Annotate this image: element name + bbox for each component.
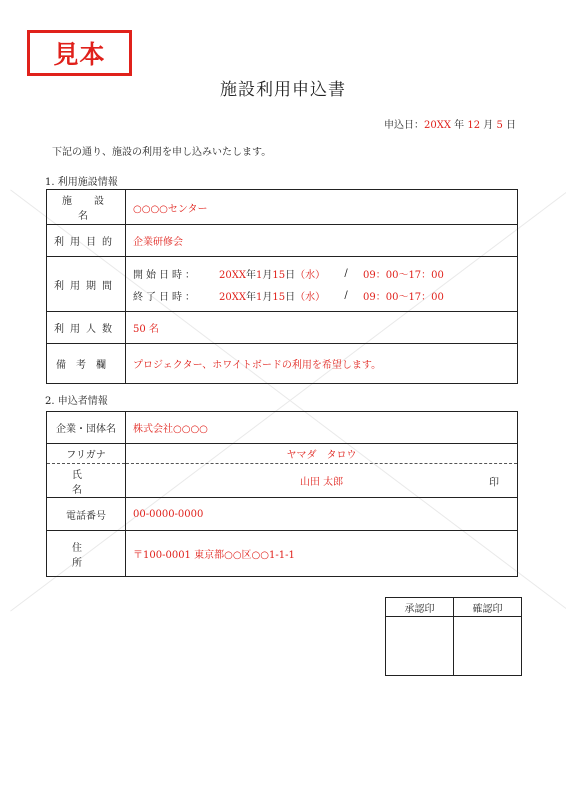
purpose-row [47, 225, 518, 257]
phone-value[interactable]: 00-0000-0000 [126, 498, 518, 531]
name-row [47, 464, 518, 498]
facility-section-heading: 1. 利用施設情報 [45, 177, 118, 188]
approval-table [385, 597, 522, 676]
date-year: 20XX [423, 120, 451, 131]
approval-header-row [386, 598, 522, 617]
date-month-unit: 月 [483, 120, 494, 131]
period-value[interactable] [126, 257, 518, 312]
facility-row [47, 190, 518, 225]
approval-stamp-row [386, 617, 522, 676]
period-label: 利用期間 [47, 257, 126, 312]
approval-stamp-box[interactable] [386, 617, 454, 676]
start-day: 15 [272, 269, 286, 281]
page-title: 施設利用申込書 [220, 80, 346, 100]
start-date [219, 266, 337, 281]
start-year-unit: 年 [245, 269, 256, 281]
furigana-value[interactable]: ヤマダ タロウ [126, 444, 518, 464]
remarks-value[interactable]: プロジェクター、ホワイトボードの利用を希望します。 [126, 344, 518, 384]
approval-col-label: 承認印 [386, 598, 454, 617]
name-value: 山田 太郎 [299, 477, 344, 488]
period-row [47, 257, 518, 312]
start-day-unit: 日 [285, 269, 296, 281]
seal-mark: 印 [489, 477, 499, 488]
purpose-label: 利用目的 [47, 225, 126, 257]
end-year: 20XX [219, 291, 246, 303]
end-month-unit: 月 [262, 291, 273, 303]
end-time: 09：00〜17：00 [363, 291, 444, 303]
end-datetime [133, 284, 510, 306]
applicant-section-heading: 2. 申込者情報 [45, 396, 108, 407]
phone-label: 電話番号 [47, 498, 126, 531]
furigana-label: フリガナ [47, 444, 126, 464]
purpose-value[interactable]: 企業研修会 [126, 225, 518, 257]
start-weekday: （水） [295, 269, 326, 281]
sample-stamp: 見本 [27, 30, 132, 76]
people-value[interactable]: 50 名 [126, 312, 518, 344]
start-year: 20XX [219, 269, 246, 281]
end-separator: / [344, 289, 348, 301]
application-date [384, 116, 516, 131]
remarks-row [47, 344, 518, 384]
date-label: 申込日： [383, 120, 424, 131]
facility-table [46, 189, 518, 384]
facility-label: 施 設 名 [47, 190, 126, 225]
people-label: 利用人数 [47, 312, 126, 344]
facility-value[interactable]: ○○○○センター [126, 190, 518, 225]
end-day-unit: 日 [285, 291, 296, 303]
date-day-unit: 日 [506, 120, 516, 131]
remarks-label: 備考欄 [47, 344, 126, 384]
end-label: 終了日時： [133, 291, 198, 303]
confirm-col-label: 確認印 [454, 598, 522, 617]
people-row [47, 312, 518, 344]
date-year-unit: 年 [454, 120, 465, 131]
start-month-unit: 月 [262, 269, 273, 281]
furigana-row [47, 444, 518, 464]
confirm-stamp-box[interactable] [454, 617, 522, 676]
company-row [47, 412, 518, 444]
address-label: 住 所 [47, 531, 126, 577]
end-date [219, 288, 337, 303]
end-day: 15 [272, 291, 286, 303]
address-value[interactable]: 〒100-0001 東京都○○区○○1-1-1 [126, 531, 518, 577]
end-year-unit: 年 [245, 291, 256, 303]
start-time: 09：00〜17：00 [363, 269, 444, 281]
date-month: 12 [467, 120, 481, 131]
name-cell[interactable] [126, 464, 518, 498]
company-value[interactable]: 株式会社○○○○ [126, 412, 518, 444]
date-day: 5 [496, 120, 503, 131]
start-label: 開始日時： [133, 269, 198, 281]
address-row [47, 531, 518, 577]
intro-text: 下記の通り、施設の利用を申し込みいたします。 [52, 147, 272, 158]
phone-row [47, 498, 518, 531]
end-month: 1 [255, 291, 263, 303]
start-datetime [133, 262, 510, 284]
applicant-table [46, 411, 518, 577]
company-label: 企業・団体名 [47, 412, 126, 444]
end-weekday: （水） [295, 291, 326, 303]
start-separator: / [344, 267, 348, 279]
start-month: 1 [255, 269, 263, 281]
name-label: 氏 名 [47, 464, 126, 498]
